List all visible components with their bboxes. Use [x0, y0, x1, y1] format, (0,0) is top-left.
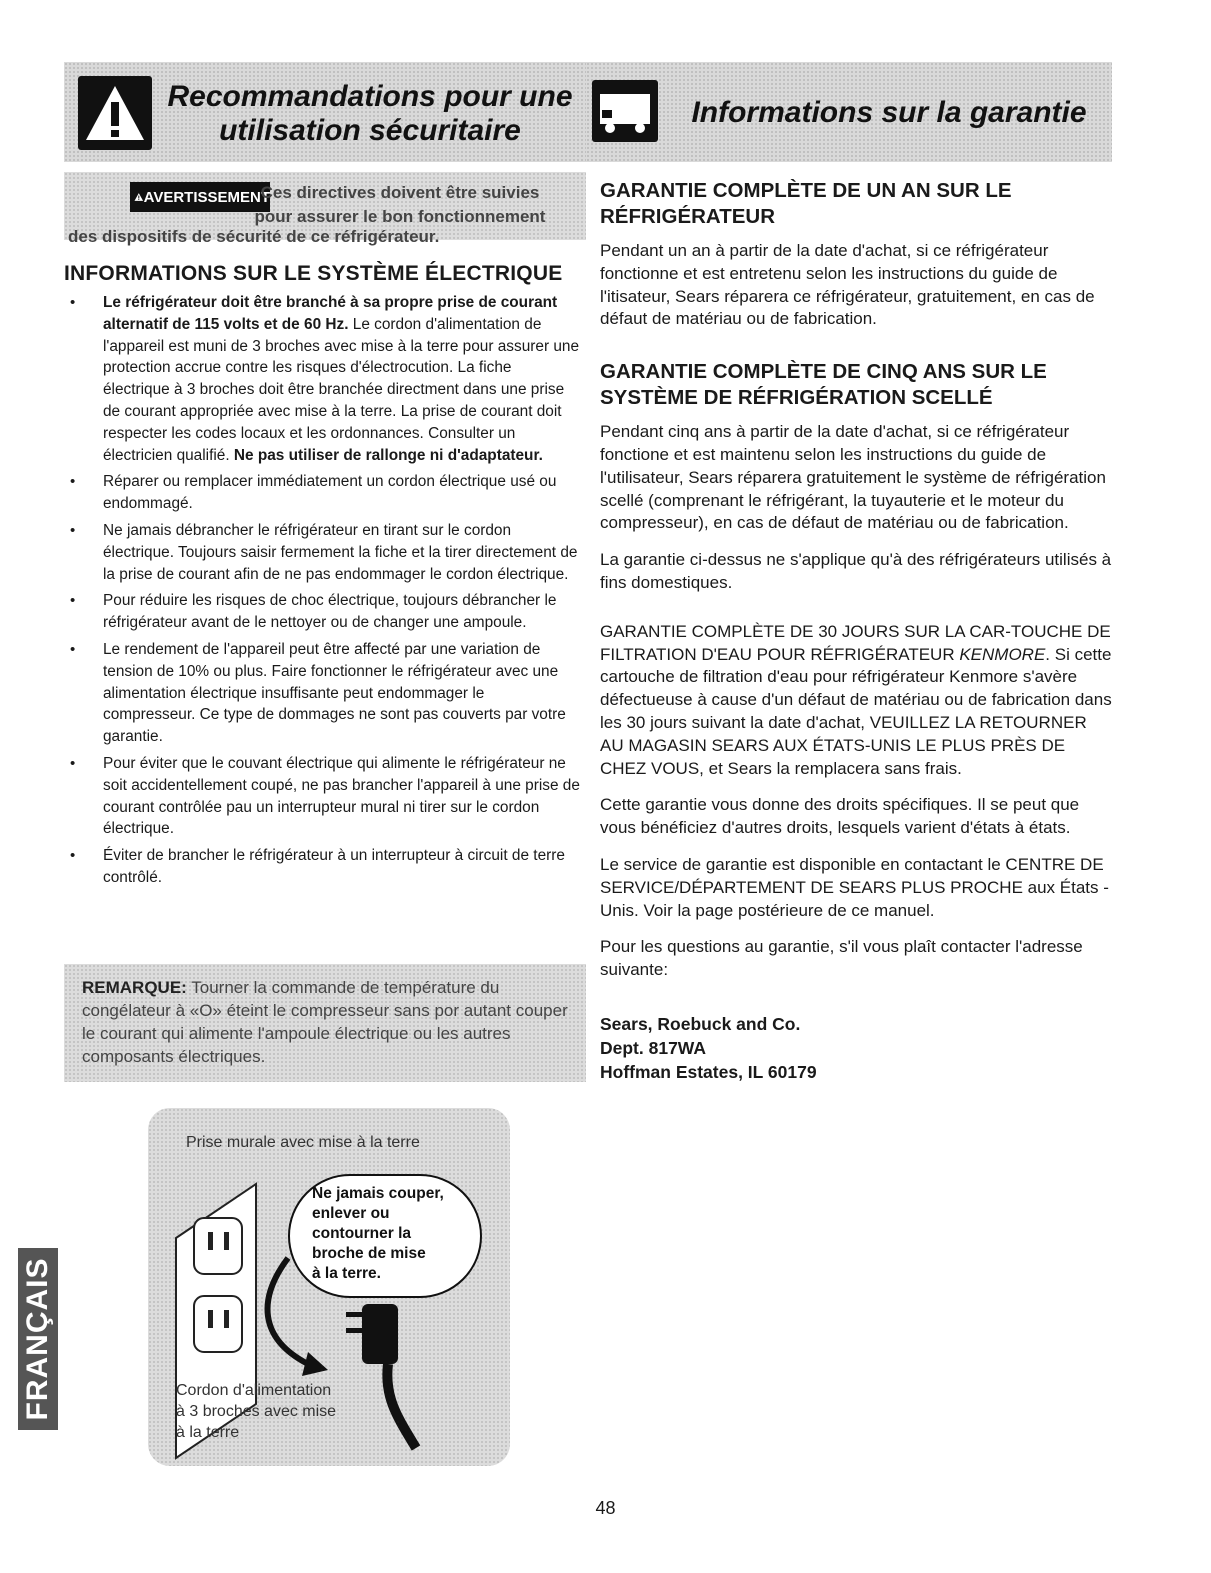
warranty-paragraph-4: GARANTIE COMPLÈTE DE 30 JOURS SUR LA CAR-TOUCHE DE FILTRATION D'EAU POUR RÉFRIGÉRATEUR KENMORE. Si cette cartouche de filtration d'eau pour réfrigérateur Kenmore s'avère défectueuse à cause d'un défaut de matériau ou de fabrication dans les 30 jours suivant la date d'achat, VEUILLEZ LA RETOURNER AU MAGASIN SEARS AUX ÉTATS-UNIS LE PLUS PRÈS DE CHEZ VOUS, et Sears la remplacera sans frais. [600, 621, 1112, 778]
language-tab-label: FRANÇAIS [21, 1257, 54, 1421]
warning-badge-label: AVERTISSEMENT [143, 188, 270, 206]
note-text: REMARQUE: Tourner la commande de température du congélateur à «O» éteint le compresseur sans por autant couper le courant qui alimente l'ampoule électrique ou les autres composants électriques. [82, 978, 568, 1066]
list-item: • Ne jamais débrancher le réfrigérateur en tirant sur le cordon électrique. Toujours saisir fermement la fiche et la tirer directement de la prise de courant afin de ne pas endommager le cordon électrique. [64, 520, 580, 585]
outlet-figure [148, 1108, 510, 1466]
list-item: • Pour éviter que le couvant électrique qui alimente le réfrigérateur ne soit accidentellement coupé, ne pas brancher l'appareil à une prise de courant contrôlée pau un interrupteur mural ni tirer sur le cordon électrique. [64, 753, 580, 840]
warranty-paragraph-6: Le service de garantie est disponible en contactant le CENTRE DE SERVICE/DÉPARTEMENT DE SEARS PLUS PROCHE aux États - Unis. Voir la page postérieure de ce manuel. [600, 854, 1109, 920]
electrical-section [64, 262, 580, 894]
warranty-paragraph-3: La garantie ci-dessus ne s'applique qu'à des réfrigérateurs utilisés à fins domestiques. [600, 550, 1112, 592]
grounding-callout: Ne jamais couper, enlever ou contourner la broche de mise à la terre. [288, 1174, 482, 1298]
warning-box [64, 172, 586, 246]
language-tab [18, 1248, 58, 1430]
page-number: 48 [595, 1498, 616, 1518]
warranty-paragraph-1: Pendant un an à partir de la date d'achat, si ce réfrigérateur fonctionne et est entretenu selon les instructions du guide de l'itisateur, Sears réparera ce réfrigérateur, gratuitement, en cas de défaut de matériau ou de fabrication. [600, 241, 1095, 329]
warning-badge-icon [134, 188, 144, 206]
mailing-address: Sears, Roebuck and Co. Dept. 817WA Hoffman Estates, IL 60179 [600, 1013, 817, 1082]
list-item: • Réparer ou remplacer immédiatement un cordon électrique usé ou endommagé. [64, 471, 580, 515]
electrical-list [64, 292, 580, 889]
safety-banner-title: Recommandations pour une utilisation sécuritaire [167, 80, 573, 147]
list-item: • Le réfrigérateur doit être branché à sa propre prise de courant alternatif de 115 volts et de 60 Hz. Le cordon d'alimentation de l'appareil est muni de 3 broches avec mise à la terre pour assurer une protection accrue contre les risques d'électrocution. La fiche électrique à 3 broches doit être branchée directment dans une prise de courant appropriée avec mise à la terre. La prise de courant doit respecter les codes locaux et les ordonnances. Consulter un électricien qualifié. Ne pas utiliser de rallonge ni d'adaptateur. [64, 292, 580, 466]
warranty-paragraph-7: Pour les questions au garantie, s'il vous plaît contacter l'adresse suivante: [600, 937, 1083, 980]
warning-line-2: pour assurer le bon fonctionnement [254, 207, 546, 226]
note-box [64, 964, 586, 1082]
list-item: • Éviter de brancher le réfrigérateur à un interrupteur à circuit de terre contrôlé. [64, 845, 580, 889]
warranty-heading-2: GARANTIE COMPLÈTE DE CINQ ANS SUR LE SYSTÈME DE RÉFRIGÉRATION SCELLÉ [600, 360, 1047, 410]
warranty-banner [586, 62, 1112, 162]
warranty-heading-1: GARANTIE COMPLÈTE DE UN AN SUR LE RÉFRIGÉRATEUR [600, 179, 1012, 228]
warranty-paragraph-2: Pendant cinq ans à partir de la date d'achat, si ce réfrigérateur fonctione et est maintenu selon les instructions du guide de l'utilisateur, Sears réparera gratuitement le système de réfrigération scellé (comprenant le réfrigérant, la tuyauterie et le moteur du compresseur), en cas de défaut de matériau ou de fabrication. [600, 422, 1106, 533]
warning-line-1: Ces directives doivent être suivies [260, 183, 540, 202]
safety-banner [64, 62, 586, 162]
warning-line-3: des dispositifs de sécurité de ce réfrigérateur. [68, 227, 440, 246]
list-item: • Le rendement de l'appareil peut être affecté par une variation de tension de 10% ou plus. Faire fonctionner le réfrigérateur avec une alimentation électrique insuffisante peut endommager le compresseur. Ce type de dommages ne sont pas couverts par votre garantie. [64, 639, 580, 748]
truck-icon [592, 80, 658, 142]
warranty-banner-title: Informations sur la garantie [691, 96, 1087, 129]
outlet-caption: Prise murale avec mise à la terre [186, 1134, 420, 1151]
cord-caption: Cordon d'alimentation à 3 broches avec mise à la terre [176, 1382, 337, 1441]
list-item: • Pour réduire les risques de choc électrique, toujours débrancher le réfrigérateur avant de le nettoyer ou de changer une ampoule. [64, 590, 580, 634]
warranty-paragraph-5: Cette garantie vous donne des droits spécifiques. Il se peut que vous bénéficiez d'autres droits, lesquels varient d'états à états. [600, 795, 1080, 838]
warning-triangle-icon [78, 76, 152, 150]
electrical-heading: INFORMATIONS SUR LE SYSTÈME ÉLECTRIQUE [64, 262, 563, 285]
warranty-section [600, 178, 1112, 1084]
